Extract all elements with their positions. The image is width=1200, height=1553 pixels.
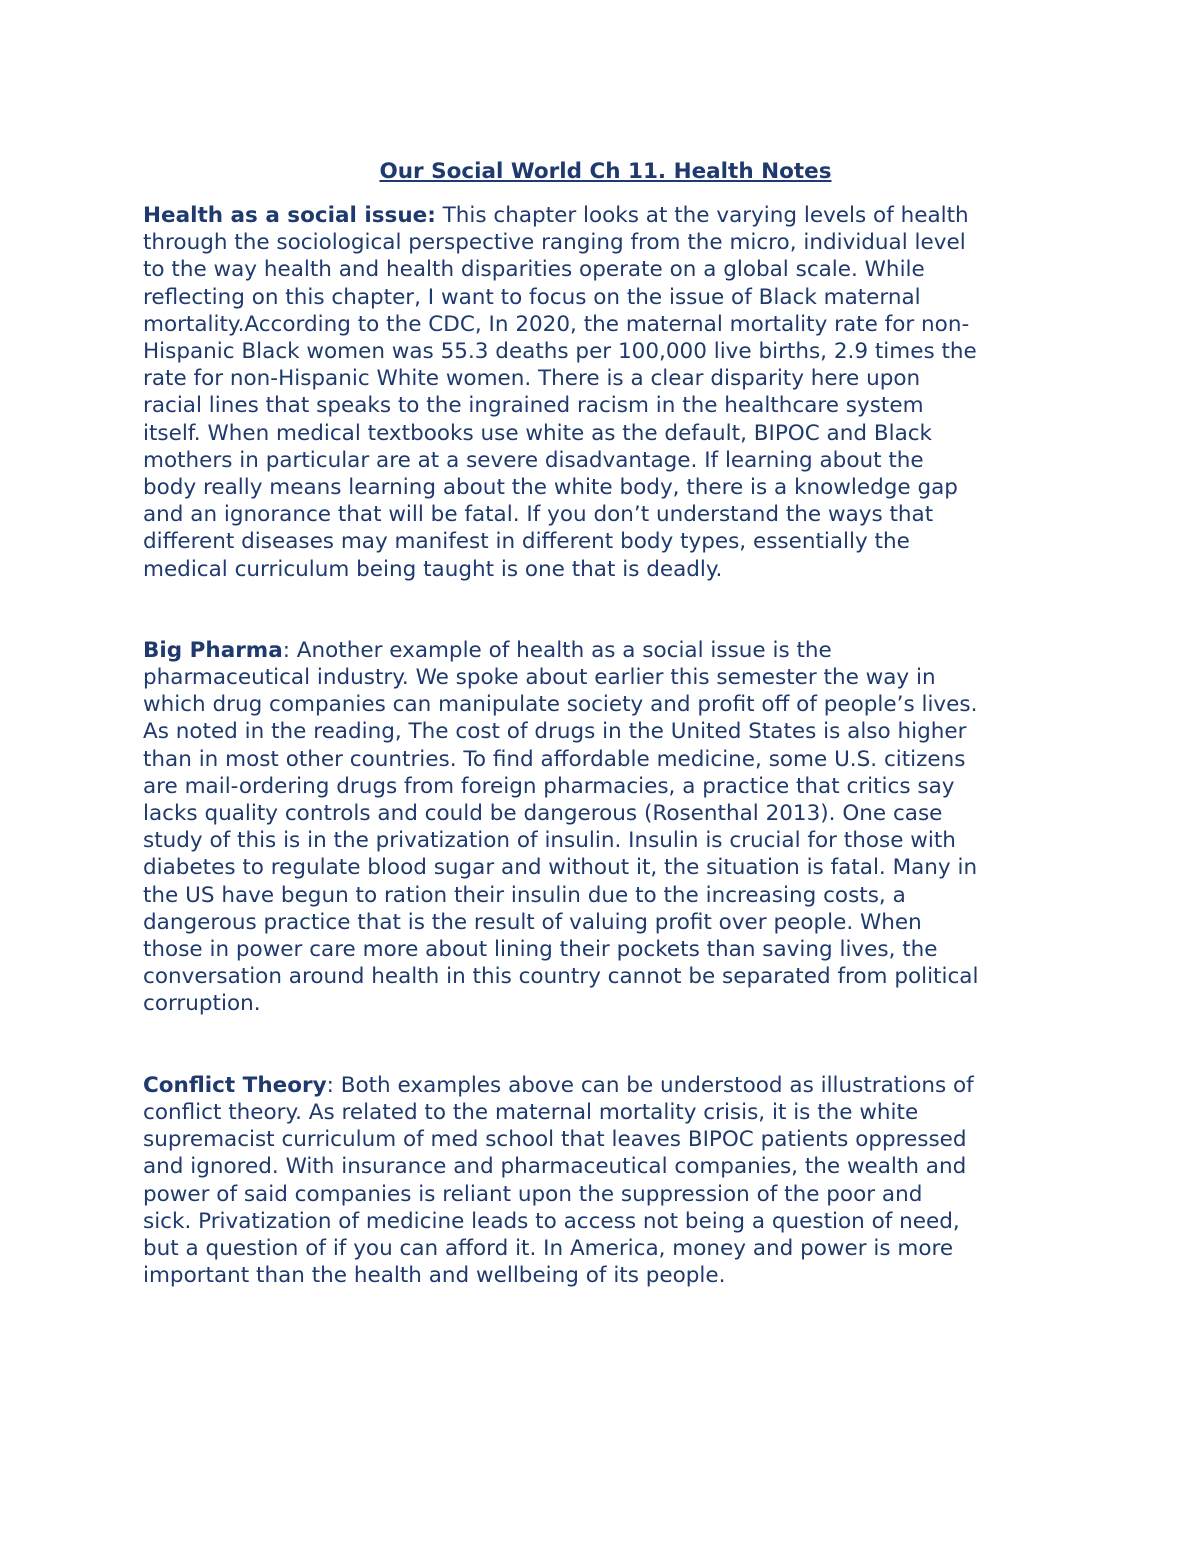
paragraph-line: As noted in the reading, The cost of drugs in the United States is also higher (143, 719, 967, 745)
paragraph-line: study of this is in the privatization of insulin. Insulin is crucial for those with (143, 828, 956, 854)
paragraph-line: pharmaceutical industry. We spoke about earlier this semester the way in (143, 665, 936, 691)
paragraph-line: itself. When medical textbooks use white as the default, BIPOC and Black (143, 420, 933, 446)
paragraph-line: supremacist curriculum of med school that leaves BIPOC patients oppressed (143, 1127, 967, 1153)
paragraph-text: This chapter looks at the varying levels of health (435, 203, 969, 228)
section-heading: Health as a social issue: (143, 203, 436, 228)
paragraph-line (143, 637, 1068, 664)
paragraph-line: which drug companies can manipulate society and profit off of people’s lives. (143, 692, 978, 718)
paragraph-line: through the sociological perspective ranging from the micro, individual level (143, 230, 966, 256)
paragraph-line: sick. Privatization of medicine leads to access not being a question of need, (143, 1208, 960, 1234)
paragraph-line: those in power care more about lining their pockets than saving lives, the (143, 937, 938, 963)
paragraph-line: corruption. (143, 991, 261, 1017)
paragraph-line: important than the health and wellbeing of its people. (143, 1263, 726, 1289)
paragraph-line: Hispanic Black women was 55.3 deaths per 100,000 live births, 2.9 times the (143, 339, 977, 365)
paragraph-line: and an ignorance that will be fatal. If you don’t understand the ways that (143, 502, 934, 528)
paragraph-line: than in most other countries. To find affordable medicine, some U.S. citizens (143, 746, 966, 772)
section-big-pharma (143, 637, 1068, 1018)
paragraph-line: body really means learning about the white body, there is a knowledge gap (143, 475, 958, 501)
paragraph-line: but a question of if you can afford it. In America, money and power is more (143, 1235, 954, 1261)
paragraph-line: power of said companies is reliant upon the suppression of the poor and (143, 1181, 923, 1207)
paragraph-line: the US have begun to ration their insulin due to the increasing costs, a (143, 882, 906, 908)
document-body (143, 158, 1068, 1289)
paragraph-line (143, 202, 1068, 229)
paragraph-line: different diseases may manifest in different body types, essentially the (143, 529, 910, 555)
paragraph-text: : Both examples above can be understood as illustrations of (326, 1072, 974, 1098)
paragraph-line: racial lines that speaks to the ingrained racism in the healthcare system (143, 393, 924, 419)
paragraph-line: medical curriculum being taught is one that is deadly. (143, 556, 723, 582)
section-heading: Big Pharma (143, 637, 283, 663)
paragraph-line (143, 1072, 1068, 1099)
paragraph-line: conflict theory. As related to the maternal mortality crisis, it is the white (143, 1099, 919, 1125)
section-conflict-theory (143, 1072, 1068, 1290)
section-heading: Conflict Theory (143, 1072, 327, 1098)
paragraph-line: conversation around health in this country cannot be separated from political (143, 964, 979, 990)
section-health-social-issue (143, 202, 1068, 583)
paragraph-line: mothers in particular are at a severe disadvantage. If learning about the (143, 447, 924, 473)
paragraph-line: and ignored. With insurance and pharmaceutical companies, the wealth and (143, 1154, 967, 1180)
paragraph-line: diabetes to regulate blood sugar and without it, the situation is fatal. Many in (143, 855, 978, 881)
paragraph-line: mortality.According to the CDC, In 2020, the maternal mortality rate for non- (143, 311, 970, 337)
document-title: Our Social World Ch 11. Health Notes (379, 159, 832, 184)
paragraph-line: are mail-ordering drugs from foreign pharmacies, a practice that critics say (143, 773, 955, 799)
paragraph-line: reflecting on this chapter, I want to focus on the issue of Black maternal (143, 284, 921, 310)
paragraph-line: lacks quality controls and could be dangerous (Rosenthal 2013). One case (143, 801, 943, 827)
paragraph-text: : Another example of health as a social issue is the (282, 637, 832, 663)
paragraph-line: rate for non-Hispanic White women. There is a clear disparity here upon (143, 366, 921, 392)
paragraph-line: dangerous practice that is the result of valuing profit over people. When (143, 909, 922, 935)
paragraph-line: to the way health and health disparities operate on a global scale. While (143, 257, 925, 283)
